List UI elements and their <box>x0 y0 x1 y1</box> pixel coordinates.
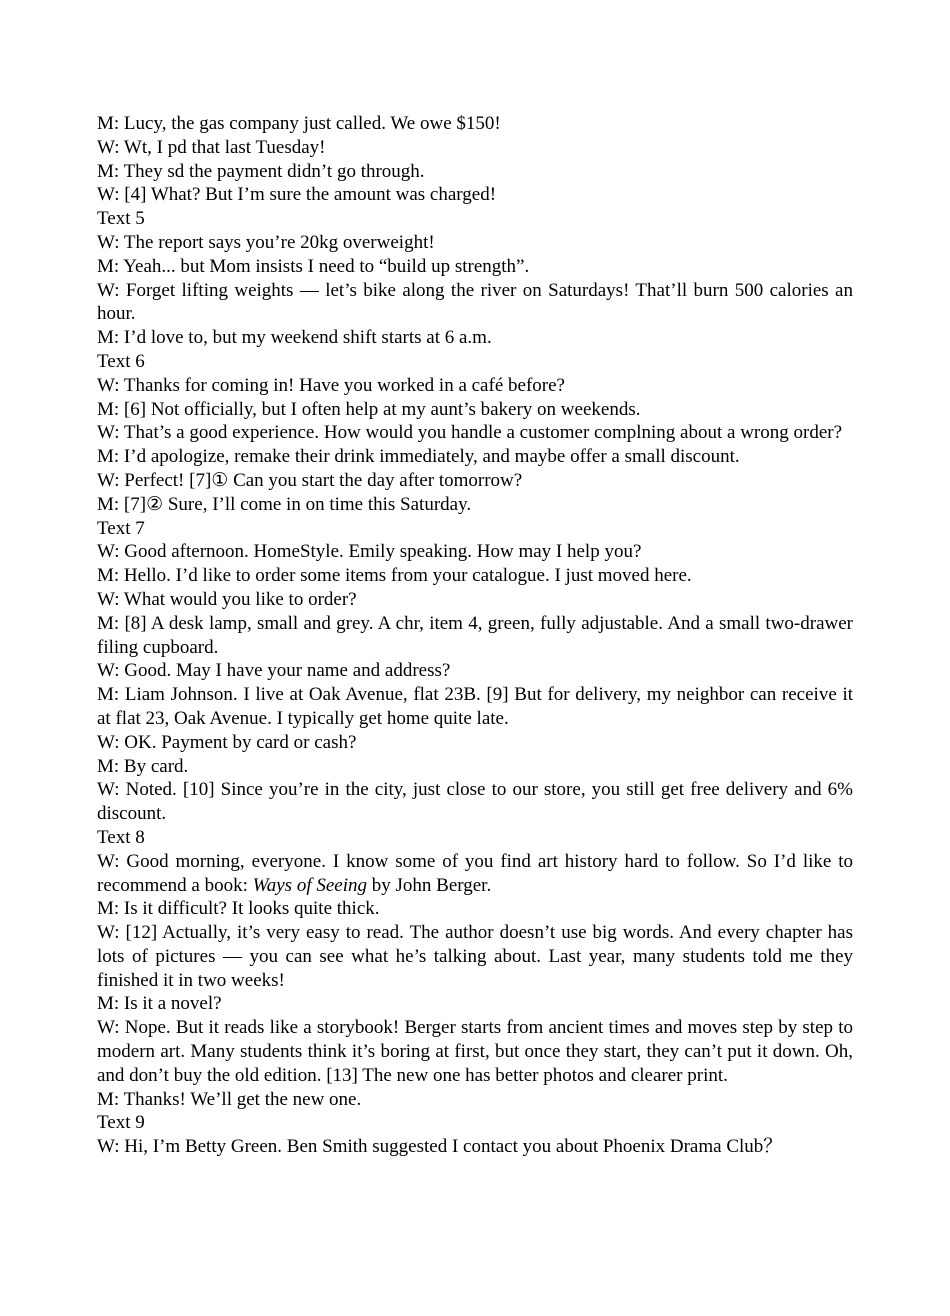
dialogue-line: W: That’s a good experience. How would you handle a customer complning about a wrong order? <box>97 422 843 444</box>
dialogue-line: M: I’d apologize, remake their drink immediately, and maybe offer a small discount. <box>97 446 740 468</box>
dialogue-line: M: Lucy, the gas company just called. We owe $150! <box>97 113 501 134</box>
dialogue-line: M: Liam Johnson. I live at Oak Avenue, flat 23B. [9] But for delivery, my neighbor can receive it at flat 23, Oak Avenue. I typically get home quite late. <box>97 684 853 729</box>
section-heading: Text 5 <box>97 208 145 230</box>
section-heading: Text 6 <box>97 350 145 372</box>
section-heading: Text 8 <box>97 826 145 848</box>
dialogue-line: W: Nope. But it reads like a storybook! Berger starts from ancient times and moves step by step to modern art. Many students think it’s boring at first, but once they start, they can’t put it down. Oh, and don’t buy the old edition. [13] The new one has better photos and clearer print. <box>97 1017 853 1086</box>
dialogue-line: M: By card. <box>97 755 189 777</box>
dialogue-line: M: [8] A desk lamp, small and grey. A chr, item 4, green, fully adjustable. And a small two-drawer filing cupboard. <box>97 612 853 658</box>
dialogue-line: M: Thanks! We’ll get the new one. <box>97 1088 362 1110</box>
dialogue-line <box>97 850 853 898</box>
dialogue-line: W: Good afternoon. HomeStyle. Emily speaking. How may I help you? <box>97 541 642 563</box>
dialogue-text: by John Berger. <box>367 874 492 896</box>
dialogue-line: W: Forget lifting weights — let’s bike along the river on Saturdays! That’ll burn 500 calories an hour. <box>97 279 853 325</box>
dialogue-line: W: Thanks for coming in! Have you worked in a café before? <box>97 374 565 396</box>
dialogue-line: M: They sd the payment didn’t go through. <box>97 160 425 182</box>
dialogue-line: W: The report says you’re 20kg overweight! <box>97 231 435 253</box>
dialogue-line: W: [12] Actually, it’s very easy to read. The author doesn’t use big words. And every chapter has lots of pictures — you can see what he’s talking about. Last year, many students told me they finished it in two weeks! <box>97 922 853 991</box>
dialogue-line: W: [4] What? But I’m sure the amount was charged! <box>97 184 497 206</box>
dialogue-text: W: Good morning, everyone. I know some of you find art history hard to follow. So I’d like to recommend a book: <box>97 850 853 896</box>
dialogue-line: M: Is it difficult? It looks quite thick. <box>97 898 380 920</box>
dialogue-line: W: Wt, I pd that last Tuesday! <box>97 136 326 158</box>
document-page <box>97 112 853 1159</box>
dialogue-line: M: [6] Not officially, but I often help at my aunt’s bakery on weekends. <box>97 398 641 420</box>
dialogue-line: W: OK. Payment by card or cash? <box>97 731 357 753</box>
book-title: Ways of Seeing <box>252 874 367 896</box>
dialogue-line: W: Perfect! [7]① Can you start the day after tomorrow? <box>97 469 523 491</box>
dialogue-line: M: I’d love to, but my weekend shift starts at 6 a.m. <box>97 327 492 349</box>
dialogue-line: M: Is it a novel? <box>97 993 222 1015</box>
dialogue-line: M: Yeah... but Mom insists I need to “build up strength”. <box>97 255 530 277</box>
dialogue-line: M: [7]② Sure, I’ll come in on time this Saturday. <box>97 493 472 515</box>
dialogue-line: W: Good. May I have your name and address? <box>97 660 451 682</box>
section-heading: Text 9 <box>97 1112 145 1134</box>
dialogue-line: W: What would you like to order? <box>97 588 357 610</box>
dialogue-line: W: Noted. [10] Since you’re in the city, just close to our store, you still get free delivery and 6% discount. <box>97 779 853 825</box>
dialogue-line: W: Hi, I’m Betty Green. Ben Smith suggested I contact you about Phoenix Drama Club？ <box>97 1136 783 1158</box>
section-heading: Text 7 <box>97 517 145 539</box>
dialogue-line: M: Hello. I’d like to order some items from your catalogue. I just moved here. <box>97 565 692 587</box>
